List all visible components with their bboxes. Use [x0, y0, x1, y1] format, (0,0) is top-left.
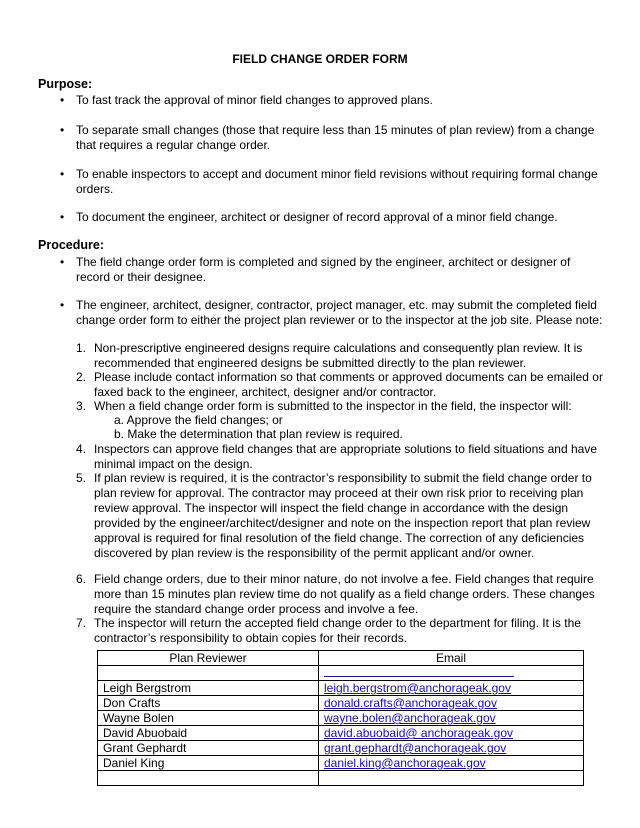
- blank-link-line: [324, 666, 514, 677]
- procedure-note: When a field change order form is submitted to the inspector in the field, the inspector will:: [94, 399, 572, 413]
- reviewer-name: Wayne Bolen: [98, 711, 319, 726]
- procedure-heading: Procedure:: [38, 238, 104, 252]
- empty-cell: [319, 771, 584, 786]
- purpose-item: To fast track the approval of minor field changes to approved plans.: [76, 93, 433, 107]
- note-number: 1.: [76, 341, 87, 355]
- purpose-item: To separate small changes (those that require less than 15 minutes of plan review) from a change that requires a regular change order.: [76, 123, 595, 152]
- table-row: [98, 711, 584, 726]
- note-number: 7.: [76, 616, 87, 630]
- reviewer-name: Grant Gephardt: [98, 741, 319, 756]
- email-cell: [319, 681, 584, 696]
- procedure-sub-item: a. Approve the field changes; or: [114, 413, 283, 427]
- empty-cell: [98, 771, 319, 786]
- table-row: [98, 696, 584, 711]
- purpose-item: To enable inspectors to accept and document minor field revisions without requiring formal change orders.: [76, 167, 598, 196]
- procedure-note: Non-prescriptive engineered designs require calculations and consequently plan review. It is recommended that engineered designs be submitted directly to the plan reviewer.: [94, 341, 583, 370]
- table-row: [98, 666, 584, 681]
- procedure-sub-item: b. Make the determination that plan review is required.: [114, 427, 403, 441]
- reviewer-name: Don Crafts: [98, 696, 319, 711]
- table-row: [98, 726, 584, 741]
- reviewer-name-cell: [98, 666, 319, 681]
- procedure-item: The field change order form is completed and signed by the engineer, architect or designer of record or their designee.: [76, 255, 571, 284]
- plan-reviewer-table: [97, 650, 584, 786]
- table-row: [98, 771, 584, 786]
- reviewer-name: David Abuobaid: [98, 726, 319, 741]
- bullet-icon: •: [60, 123, 65, 137]
- email-cell: [319, 696, 584, 711]
- reviewer-name: Leigh Bergstrom: [98, 681, 319, 696]
- email-link[interactable]: david.abuobaid@ anchorageak.gov: [324, 726, 513, 740]
- procedure-note: Please include contact information so that comments or approved documents can be emailed or faxed back to the engineer, architect, designer and/or contractor.: [94, 370, 603, 399]
- bullet-icon: •: [60, 255, 65, 269]
- purpose-item: To document the engineer, architect or designer of record approval of a minor field change.: [76, 210, 558, 224]
- email-cell: [319, 726, 584, 741]
- note-number: 2.: [76, 370, 87, 384]
- bullet-icon: •: [60, 167, 65, 181]
- email-cell: [319, 756, 584, 771]
- email-link[interactable]: daniel.king@anchorageak.gov: [324, 756, 486, 770]
- table-row: [98, 741, 584, 756]
- email-cell: [319, 666, 584, 681]
- procedure-note: The inspector will return the accepted field change order to the department for filing. It is the contractor’s responsibility to obtain copies for their records.: [94, 616, 581, 645]
- procedure-note: Inspectors can approve field changes that are appropriate solutions to field situations and have minimal impact on the design.: [94, 442, 597, 471]
- table-header-row: [98, 651, 584, 666]
- bullet-icon: •: [60, 210, 65, 224]
- procedure-note: Field change orders, due to their minor nature, do not involve a fee. Field changes that require more than 15 minutes plan review time do not qualify as a field change orders. These changes require the standard change order process and involve a fee.: [94, 572, 595, 616]
- email-link[interactable]: grant.gephardt@anchorageak.gov: [324, 741, 507, 755]
- column-header-email: Email: [319, 651, 584, 666]
- note-number: 5.: [76, 471, 87, 485]
- email-cell: [319, 711, 584, 726]
- purpose-heading: Purpose:: [38, 77, 93, 91]
- page-title: FIELD CHANGE ORDER FORM: [232, 52, 408, 66]
- bullet-icon: •: [60, 93, 65, 107]
- reviewer-name: Daniel King: [98, 756, 319, 771]
- email-link[interactable]: wayne.bolen@anchorageak.gov: [324, 711, 496, 725]
- procedure-item: The engineer, architect, designer, contractor, project manager, etc. may submit the completed field change order form to either the project plan reviewer or to the inspector at the job site. Please note:: [76, 298, 603, 327]
- note-number: 4.: [76, 442, 87, 456]
- column-header-plan-reviewer: Plan Reviewer: [98, 651, 319, 666]
- email-link[interactable]: leigh.bergstrom@anchorageak.gov: [324, 681, 511, 695]
- bullet-icon: •: [60, 298, 65, 312]
- note-number: 3.: [76, 399, 87, 413]
- email-cell: [319, 741, 584, 756]
- table-row: [98, 756, 584, 771]
- note-number: 6.: [76, 572, 87, 586]
- email-link[interactable]: donald.crafts@anchorageak.gov: [324, 696, 497, 710]
- procedure-note: If plan review is required, it is the contractor’s responsibility to submit the field change order to plan review for approval. The contractor may proceed at their own risk prior to receiving plan review approval. The inspector will inspect the field change in accordance with the design provided by the engineer/architect/designer and note on the inspection report that plan review approval is required for final resolution of the field change. The correction of any deficiencies discovered by plan review is the responsibility of the permit applicant and/or owner.: [94, 471, 592, 560]
- table-row: [98, 681, 584, 696]
